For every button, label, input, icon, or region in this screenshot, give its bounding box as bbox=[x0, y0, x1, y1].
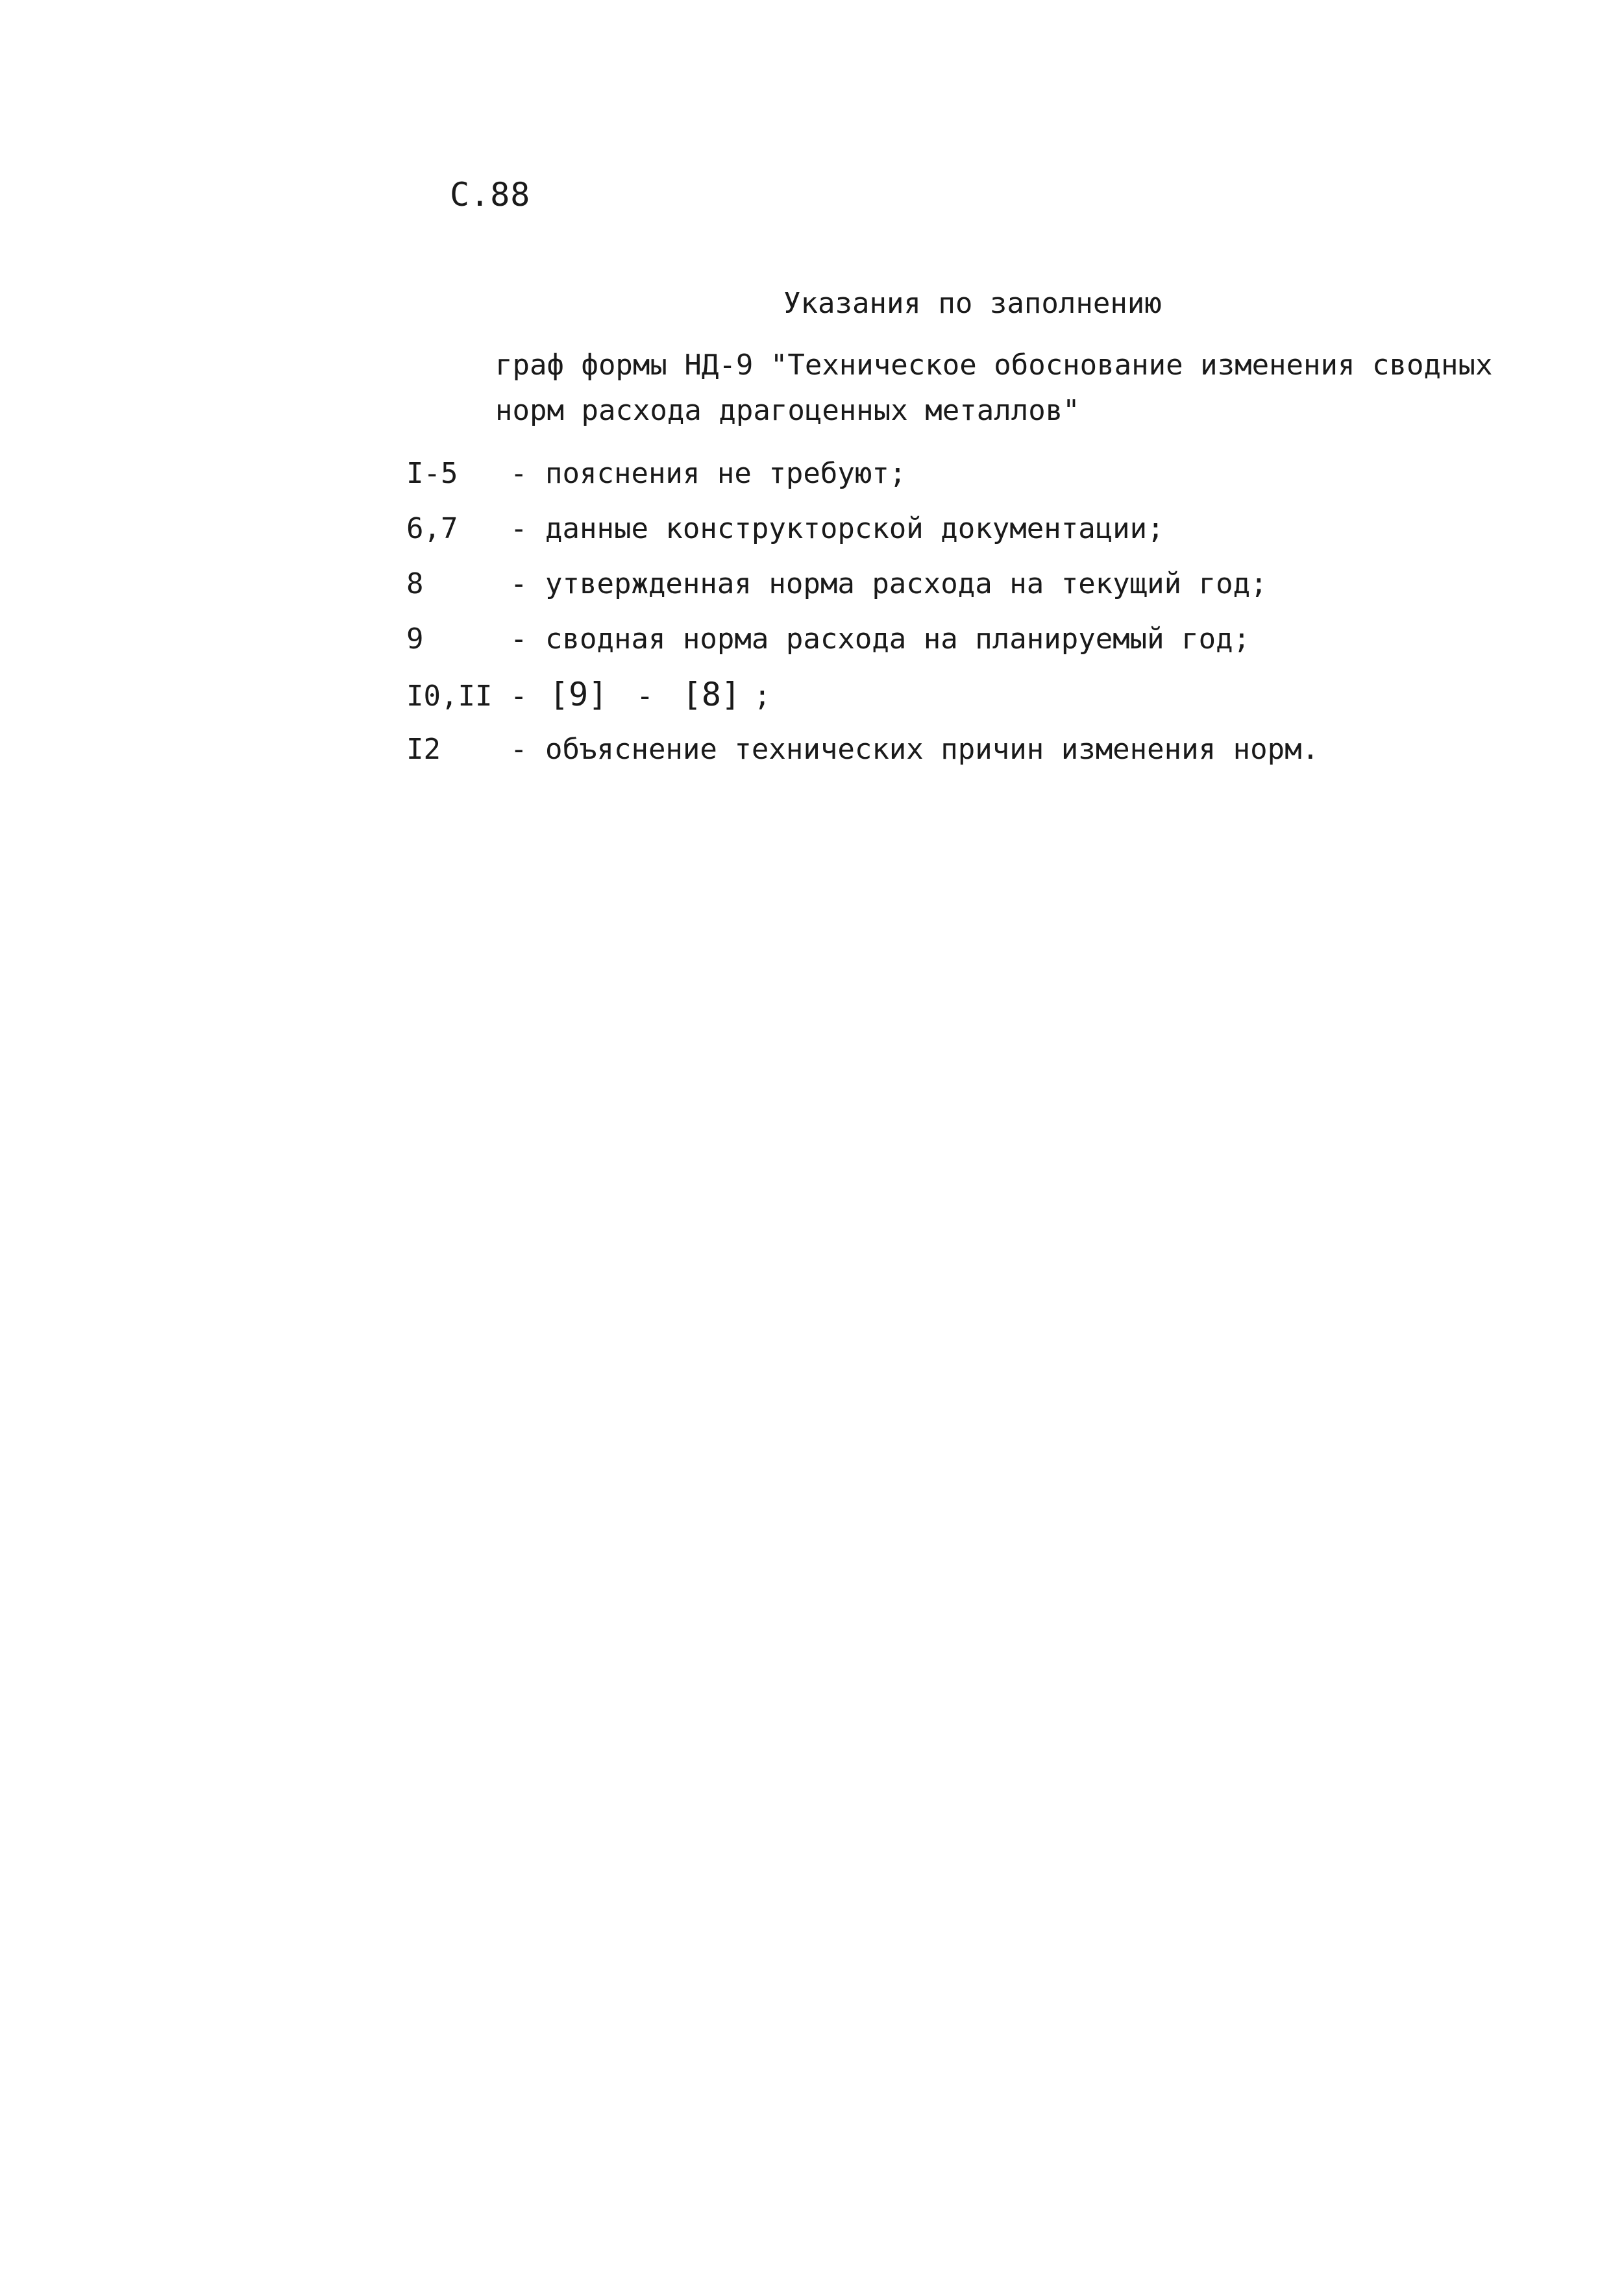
instruction-item bbox=[406, 565, 1510, 620]
instruction-item bbox=[406, 454, 1510, 510]
formula-operator: - bbox=[636, 680, 654, 713]
instruction-item bbox=[406, 620, 1510, 675]
instruction-text: объяснение технических причин изменения норм. bbox=[545, 733, 1320, 766]
dash-separator: - bbox=[510, 567, 528, 600]
dash-separator: - bbox=[510, 457, 528, 490]
instruction-list bbox=[406, 454, 1510, 785]
formula-terminator: ; bbox=[754, 680, 771, 713]
difference-formula bbox=[545, 675, 771, 716]
dash-separator: - bbox=[510, 512, 528, 545]
dash-separator: - bbox=[510, 622, 528, 656]
page-number: С.88 bbox=[450, 176, 531, 214]
instruction-item bbox=[406, 730, 1510, 785]
dash-separator: - bbox=[510, 680, 528, 713]
dash-separator: - bbox=[510, 733, 528, 766]
column-code: I2 bbox=[406, 733, 441, 766]
instruction-item bbox=[406, 510, 1510, 565]
form-title bbox=[495, 343, 1508, 434]
instruction-text: утвержденная норма расхода на текущий год; bbox=[545, 567, 1268, 600]
column-code: 6,7 bbox=[406, 512, 458, 545]
instruction-text: сводная норма расхода на планируемый год; bbox=[545, 622, 1251, 656]
instruction-item bbox=[406, 675, 1510, 730]
column-code: I-5 bbox=[406, 457, 458, 490]
instruction-text: данные конструкторской документации; bbox=[545, 512, 1164, 545]
formula-left-term: [9] bbox=[549, 676, 608, 713]
column-code: I0,II bbox=[406, 680, 493, 713]
form-title-line: норм расхода драгоценных металлов" bbox=[495, 394, 1080, 427]
instruction-text: пояснения не требуют; bbox=[545, 457, 907, 490]
form-title-line: граф формы НД-9 "Техническое обоснование изменения сводных bbox=[495, 349, 1493, 382]
column-code: 9 bbox=[406, 622, 424, 656]
section-heading: Указания по заполнению bbox=[783, 287, 1162, 320]
formula-right-term: [8] bbox=[682, 676, 741, 713]
column-code: 8 bbox=[406, 567, 424, 600]
